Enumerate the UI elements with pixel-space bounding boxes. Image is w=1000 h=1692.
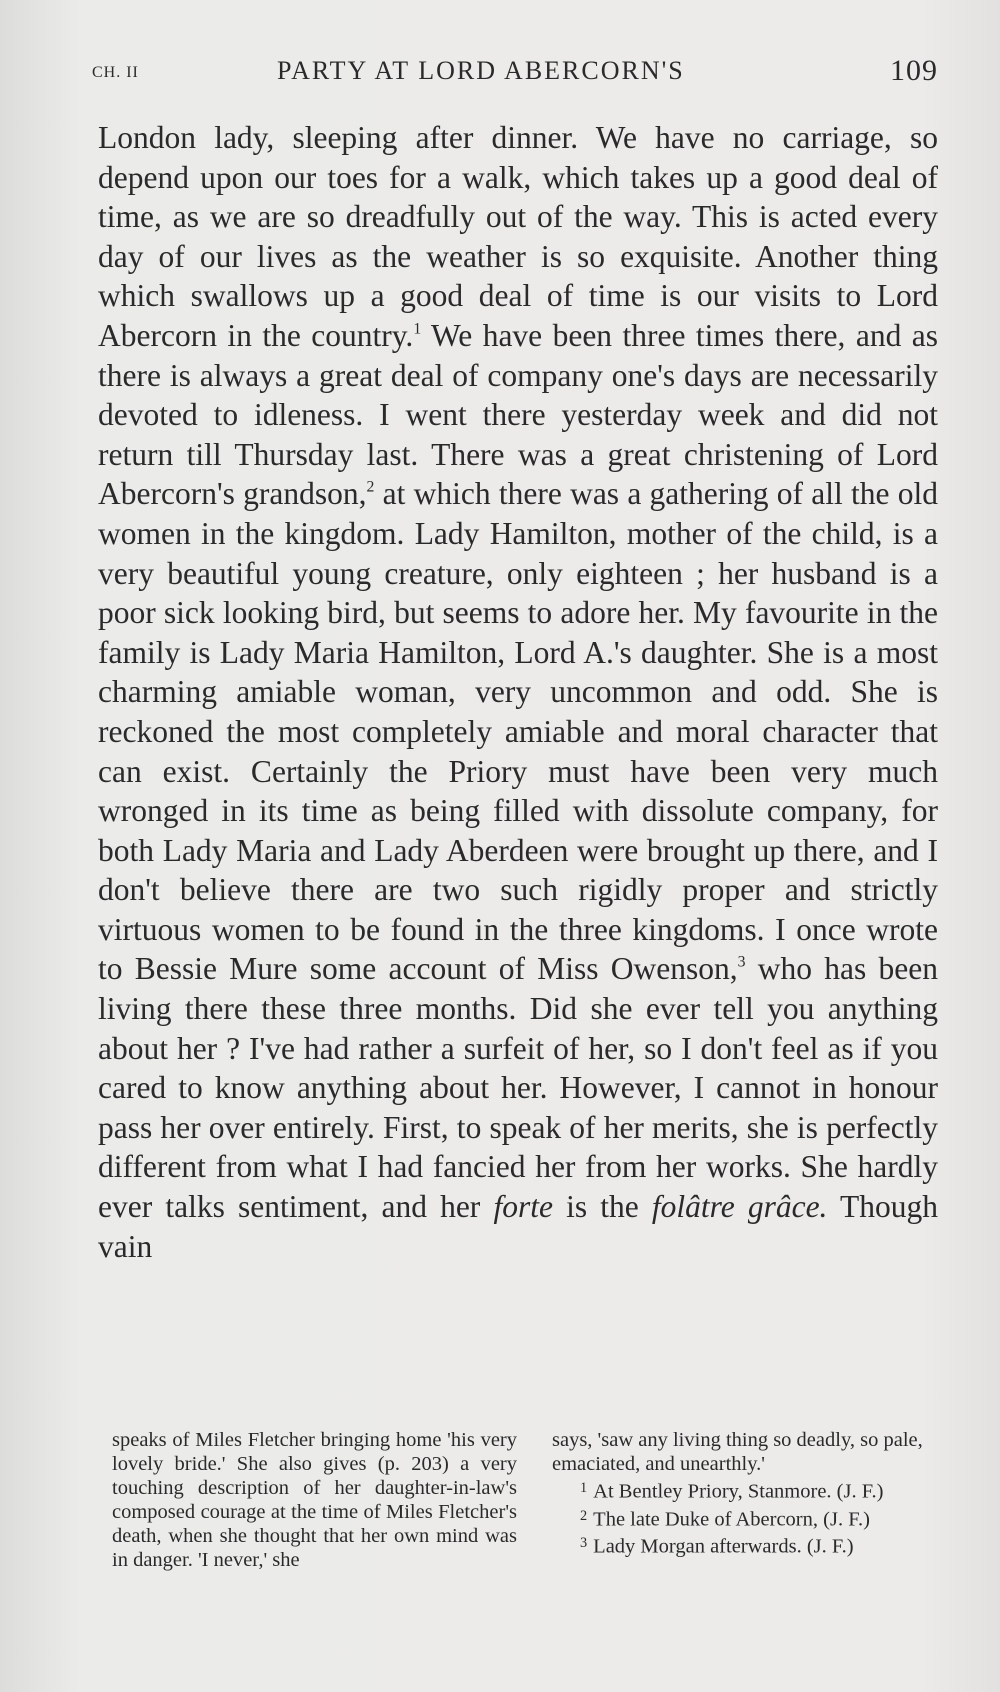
- main-paragraph: [98, 118, 938, 1266]
- page-number: 109: [890, 54, 938, 87]
- footnote-text: Lady Morgan afterwards. (J. F.): [593, 1536, 854, 1559]
- text-segment: who has been living there these three months. Did she ever tell you anything about her ? I've had rather a surfeit of her, so I don't feel as if you cared to know anything about her. However, I cannot in honour pass her over entirely. First, to speak of her merits, she is perfectly different from what I had fancied her from her works. She hardly ever talks sentiment, and her: [98, 951, 939, 1225]
- footnote-text: At Bentley Priory, Stanmore. (J. F.): [593, 1480, 884, 1503]
- footnote-ref: 2: [366, 478, 375, 496]
- text-segment: is the: [552, 1189, 652, 1225]
- footnote-ref: 1: [413, 320, 422, 338]
- text-segment: at which there was a gathering of all the old women in the kingdom. Lady Hamilton, mother of the child, is a very beautiful young creature, only eighteen ; her husband is a poor sick looking bird, but seems to adore her. My favourite in the family is Lady Maria Hamilton, Lord A.'s daughter. She is a most charming amiable woman, very uncommon and odd. She is reckoned the most completely amiable and moral character that can exist. Certainly the Priory must have been very much wronged in its time as being filled with dissolute company, for both Lady Maria and Lady Aberdeen were brought up there, and I don't believe there are two such rigidly proper and strictly virtuous women to be found in the three kingdoms. I once wrote to Bessie Mure some account of Miss Owenson,: [98, 476, 938, 987]
- page-title: PARTY AT LORD ABERCORN'S: [277, 56, 685, 85]
- footnote-mark: 1: [580, 1480, 588, 1496]
- footnote-text: The late Duke of Abercorn, (J. F.): [593, 1508, 870, 1531]
- footnote-left-column: speaks of Miles Fletcher bringing home 'his very lovely bride.' She also gives (p. 203) a very touching description of her daughter-in-law's composed courage at the time of Miles Fletcher's death, when she thought that her own mind was in danger. 'I never,' she: [112, 1429, 517, 1571]
- italic-text: forte: [493, 1189, 553, 1225]
- footnote-mark: 2: [580, 1507, 588, 1524]
- running-header: [92, 52, 938, 92]
- text-segment: We have been three times there, and as there is always a great deal of company one's days are necessarily devoted to idleness. I went there yesterday week and did not return till Thursday last. There was a great christening of Lord Abercorn's grandson,: [98, 317, 939, 512]
- footnote-1: [552, 1476, 957, 1504]
- footnote-right-column: [552, 1428, 957, 1559]
- chapter-label: CH. II: [92, 64, 139, 81]
- footnote-2: [552, 1504, 957, 1532]
- text-segment: London lady, sleeping after dinner. We have no carriage, so depend upon our toes for a walk, which takes up a good deal of time, as we are so dreadfully out of the way. This is acted every day of our lives as the weather is so exquisite. Another thing which swallows up a good deal of time is our visits to Lord Abercorn in the country.: [98, 120, 938, 353]
- footnote-3: [552, 1531, 957, 1559]
- footnote-continuation: says, 'saw any living thing so deadly, so pale, emaciated, and unearthly.': [552, 1429, 923, 1475]
- text-segment: Though vain: [98, 1189, 938, 1264]
- footnote-mark: 3: [580, 1535, 588, 1552]
- footnote-ref: 3: [737, 953, 746, 971]
- body-text: [98, 118, 938, 1266]
- italic-text: folâtre grâce.: [651, 1189, 828, 1225]
